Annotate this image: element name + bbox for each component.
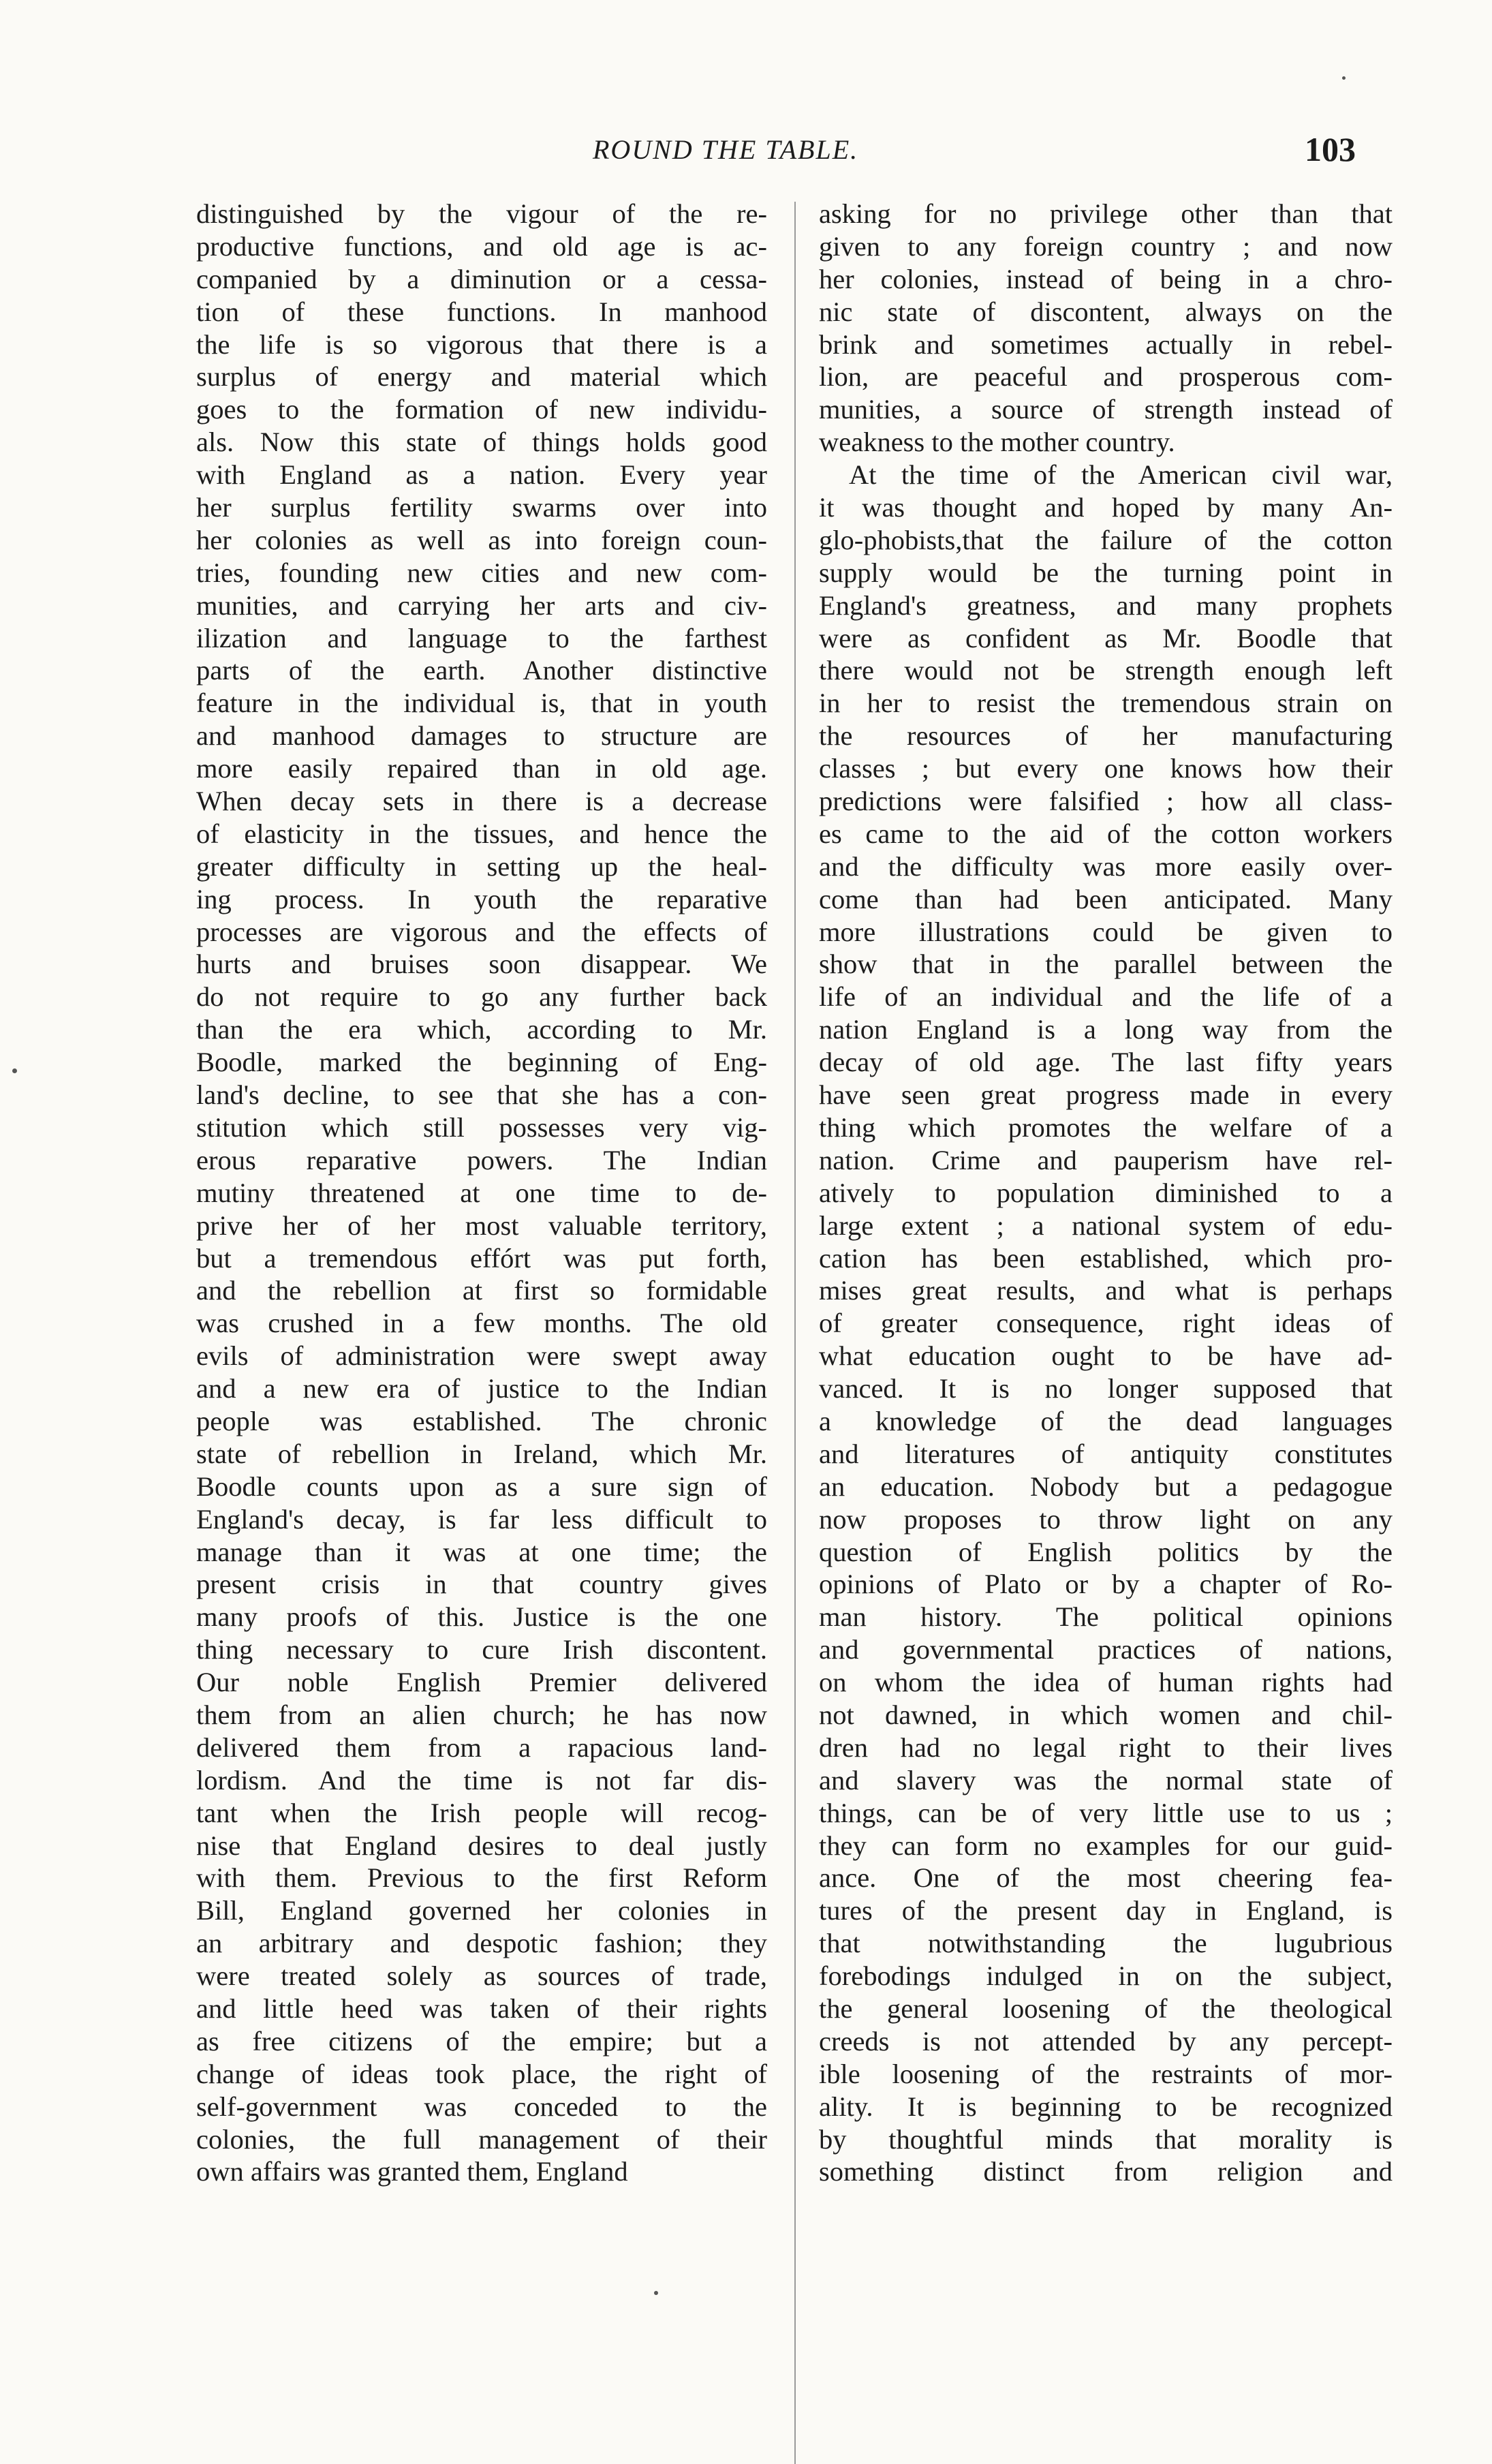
text-line: lion, are peaceful and prosperous com- [819,361,1393,392]
text-line: and the rebellion at first so formidable [196,1275,767,1306]
text-line: thing which promotes the welfare of a [819,1111,1393,1143]
text-line: they can form no examples for our guid- [819,1830,1393,1861]
text-line: companied by a diminution or a cessa- [196,263,767,294]
text-line: atively to population diminished to a [819,1177,1393,1208]
text-line: an arbitrary and despotic fashion; they [196,1928,767,1959]
text-line: predictions were falsified ; how all class- [819,786,1393,817]
text-line: now proposes to throw light on any [819,1503,1393,1535]
text-line: come than had been anticipated. Many [819,883,1393,914]
text-line: by thoughtful minds that morality is [819,2123,1393,2155]
text-line: question of English politics by the [819,1536,1393,1567]
text-line: ible loosening of the restraints of mor- [819,2058,1393,2089]
text-line: and the difficulty was more easily over- [819,850,1393,882]
text-line: have seen great progress made in every [819,1079,1393,1111]
text-line: asking for no privilege other than that [819,198,1393,229]
text-line: weakness to the mother country. [819,427,1175,458]
text-line: something distinct from religion and [819,2156,1393,2187]
text-line: Our noble English Premier delivered [196,1667,767,1698]
text-line: When decay sets in there is a decrease [196,786,767,817]
text-line: thing necessary to cure Irish discontent. [196,1634,767,1665]
column-divider [794,202,796,2464]
text-line: and slavery was the normal state of [819,1764,1393,1796]
text-line: the life is so vigorous that there is a [196,328,767,360]
running-head: ROUND THE TABLE. [593,134,859,165]
text-line: tures of the present day in England, is [819,1895,1393,1926]
text-line: dren had no legal right to their lives [819,1731,1393,1763]
text-line: given to any foreign country ; and now [819,230,1393,262]
text-line: own affairs was granted them, England [196,2156,628,2187]
text-line: Boodle counts upon as a sure sign of [196,1470,767,1502]
text-line: large extent ; a national system of edu- [819,1210,1393,1241]
text-line: things, can be of very little use to us ; [819,1797,1393,1828]
text-line: feature in the individual is, that in youth [196,688,767,719]
text-line: were as confident as Mr. Boodle that [819,622,1393,653]
right-column [819,198,1393,2188]
text-line: productive functions, and old age is ac- [196,230,767,262]
text-line: surplus of energy and material which [196,361,767,392]
ink-speck [654,2291,658,2295]
text-line: mises great results, and what is perhaps [819,1275,1393,1306]
text-line: and literatures of antiquity constitutes [819,1438,1393,1469]
text-line: more illustrations could be given to [819,916,1393,947]
text-line: were treated solely as sources of trade, [196,1960,767,1992]
text-line: goes to the formation of new individu- [196,394,767,425]
text-line: present crisis in that country gives [196,1569,767,1600]
text-line: what education ought to be have ad- [819,1340,1393,1372]
text-line: erous reparative powers. The Indian [196,1144,767,1175]
text-line: Boodle, marked the beginning of Eng- [196,1047,767,1078]
text-line: nic state of discontent, always on the [819,296,1393,327]
text-line: nation England is a long way from the [819,1014,1393,1045]
text-line: land's decline, to see that she has a con- [196,1079,767,1111]
text-line: nise that England desires to deal justly [196,1830,767,1861]
text-line: Bill, England governed her colonies in [196,1895,767,1926]
text-line: state of rebellion in Ireland, which Mr. [196,1438,767,1469]
text-line: greater difficulty in setting up the heal- [196,850,767,882]
text-line: on whom the idea of human rights had [819,1667,1393,1698]
text-line: mutiny threatened at one time to de- [196,1177,767,1208]
text-line: supply would be the turning point in [819,557,1393,588]
text-line: self-government was conceded to the [196,2091,767,2122]
text-line: the general loosening of the theological [819,1992,1393,2024]
text-line: England's decay, is far less difficult to [196,1503,767,1535]
left-column [196,198,767,2188]
text-line: munities, and carrying her arts and civ- [196,589,767,621]
text-line: ing process. In youth the reparative [196,883,767,914]
text-line: colonies, the full management of their [196,2123,767,2155]
text-line: vanced. It is no longer supposed that [819,1373,1393,1404]
text-line: manage than it was at one time; the [196,1536,767,1567]
text-line: many proofs of this. Justice is the one [196,1601,767,1633]
text-line: them from an alien church; he has now [196,1699,767,1730]
text-line: her surplus fertility swarms over into [196,492,767,523]
text-line: creeds is not attended by any percept- [819,2025,1393,2057]
text-line: and manhood damages to structure are [196,720,767,752]
text-line: opinions of Plato or by a chapter of Ro- [819,1569,1393,1600]
text-line: lordism. And the time is not far dis- [196,1764,767,1796]
text-line: ality. It is beginning to be recognized [819,2091,1393,2122]
text-line: munities, a source of strength instead of [819,394,1393,425]
text-line: decay of old age. The last fifty years [819,1047,1393,1078]
text-line: evils of administration were swept away [196,1340,767,1372]
text-line: man history. The political opinions [819,1601,1393,1633]
text-line: England's greatness, and many prophets [819,589,1393,621]
text-line: cation has been established, which pro- [819,1242,1393,1274]
text-line: her colonies, instead of being in a chro- [819,263,1393,294]
text-line: people was established. The chronic [196,1405,767,1436]
text-line: tant when the Irish people will recog- [196,1797,767,1828]
text-line: do not require to go any further back [196,981,767,1013]
text-line: tion of these functions. In manhood [196,296,767,327]
text-line: as free citizens of the empire; but a [196,2025,767,2057]
text-line: delivered them from a rapacious land- [196,1731,767,1763]
text-line: brink and sometimes actually in rebel- [819,328,1393,360]
text-line: change of ideas took place, the right of [196,2058,767,2089]
text-line: with England as a nation. Every year [196,459,767,491]
text-line: tries, founding new cities and new com- [196,557,767,588]
text-line: prive her of her most valuable territory, [196,1210,767,1241]
text-line: ance. One of the most cheering fea- [819,1862,1393,1894]
text-line: with them. Previous to the first Reform [196,1862,767,1894]
text-line: more easily repaired than in old age. [196,753,767,784]
text-line: nation. Crime and pauperism have rel- [819,1144,1393,1175]
text-line: parts of the earth. Another distinctive [196,655,767,686]
text-line: als. Now this state of things holds good [196,427,767,458]
text-line: show that in the parallel between the [819,949,1393,980]
text-line: and a new era of justice to the Indian [196,1373,767,1404]
text-line: but a tremendous effórt was put forth, [196,1242,767,1274]
text-line: a knowledge of the dead languages [819,1405,1393,1436]
text-line: and little heed was taken of their rights [196,1992,767,2024]
ink-speck [1342,76,1346,80]
text-line: not dawned, in which women and chil- [819,1699,1393,1730]
text-line: of elasticity in the tissues, and hence the [196,818,767,849]
text-line: there would not be strength enough left [819,655,1393,686]
text-line: and governmental practices of nations, [819,1634,1393,1665]
text-line: distinguished by the vigour of the re- [196,198,767,229]
text-line: hurts and bruises soon disappear. We [196,949,767,980]
text-line: forebodings indulged in on the subject, [819,1960,1393,1992]
text-line: classes ; but every one knows how their [819,753,1393,784]
text-line: stitution which still possesses very vig- [196,1111,767,1143]
text-line: processes are vigorous and the effects of [196,916,767,947]
page-number: 103 [1305,130,1356,168]
text-line: ilization and language to the farthest [196,622,767,653]
text-line: her colonies as well as into foreign coun- [196,524,767,555]
text-line: was crushed in a few months. The old [196,1308,767,1339]
text-line: life of an individual and the life of a [819,981,1393,1013]
text-line: in her to resist the tremendous strain on [819,688,1393,719]
text-line: of greater consequence, right ideas of [819,1308,1393,1339]
text-line: At the time of the American civil war, [849,459,1393,491]
text-line: it was thought and hoped by many An- [819,492,1393,523]
text-line: es came to the aid of the cotton workers [819,818,1393,849]
text-line: than the era which, according to Mr. [196,1014,767,1045]
text-line: that notwithstanding the lugubrious [819,1928,1393,1959]
ink-speck [12,1068,17,1073]
text-line: the resources of her manufacturing [819,720,1393,752]
text-line: glo-phobists,that the failure of the cotton [819,524,1393,555]
text-line: an education. Nobody but a pedagogue [819,1470,1393,1502]
